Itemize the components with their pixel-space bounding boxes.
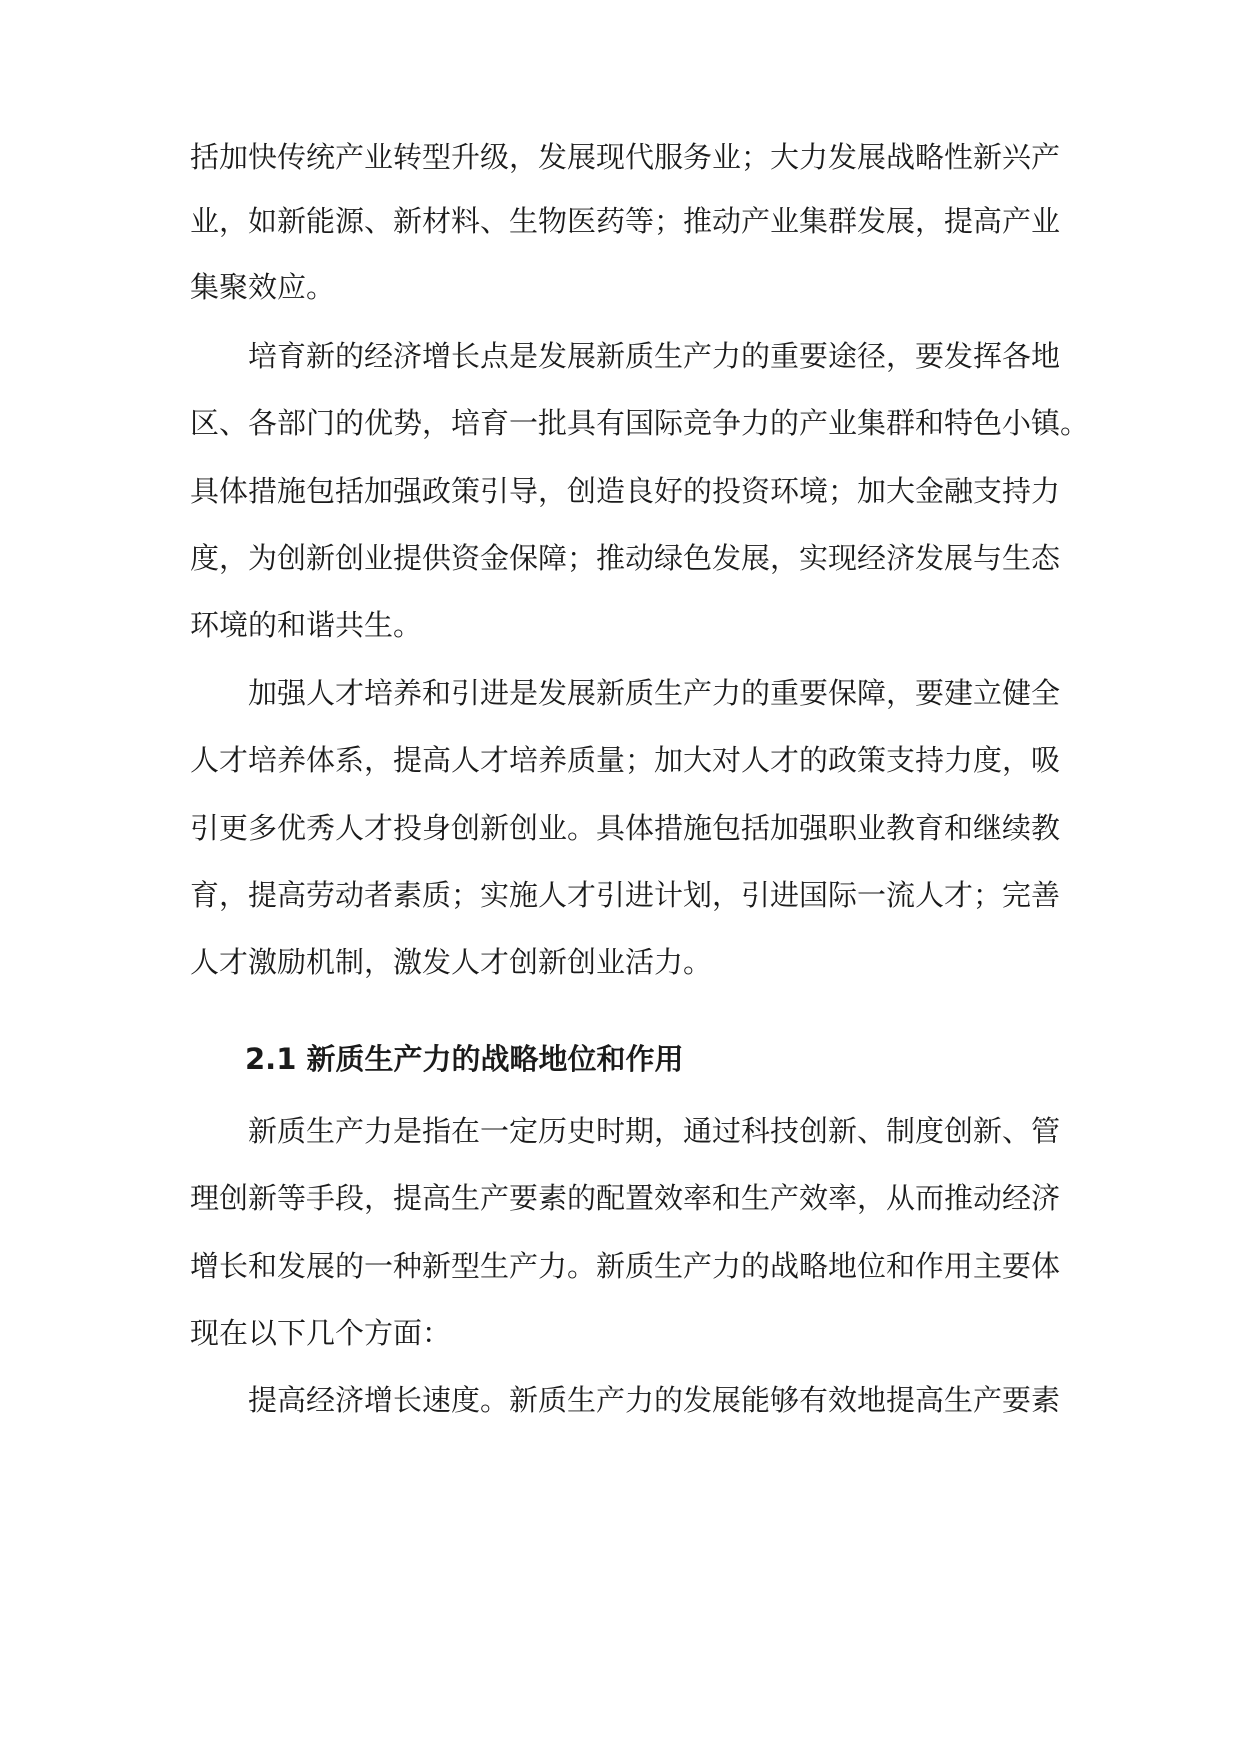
paragraph-2-line-4: 度，为创新创业提供资金保障；推动绿色发展，实现经济发展与生态 — [190, 541, 1061, 575]
paragraph-2-line-1: 培育新的经济增长点是发展新质生产力的重要途径，要发挥各地 — [248, 339, 1061, 373]
paragraph-2-line-2: 区、各部门的优势，培育一批具有国际竞争力的产业集群和特色小镇。 — [190, 406, 1090, 440]
paragraph-4-line-2: 理创新等手段，提高生产要素的配置效率和生产效率，从而推动经济 — [190, 1181, 1061, 1215]
paragraph-1-line-3: 集聚效应。 — [190, 270, 336, 304]
paragraph-4-line-1: 新质生产力是指在一定历史时期，通过科技创新、制度创新、管 — [248, 1114, 1061, 1148]
paragraph-4-line-4: 现在以下几个方面： — [190, 1316, 452, 1350]
paragraph-1-line-1: 括加快传统产业转型升级，发展现代服务业；大力发展战略性新兴产 — [190, 140, 1061, 174]
paragraph-3-line-1: 加强人才培养和引进是发展新质生产力的重要保障，要建立健全 — [248, 676, 1061, 710]
paragraph-3-line-4: 育，提高劳动者素质；实施人才引进计划，引进国际一流人才；完善 — [190, 878, 1061, 912]
section-heading: 2.1 新质生产力的战略地位和作用 — [245, 1042, 684, 1076]
paragraph-4-line-3: 增长和发展的一种新型生产力。新质生产力的战略地位和作用主要体 — [190, 1249, 1061, 1283]
paragraph-3-line-5: 人才激励机制，激发人才创新创业活力。 — [190, 945, 713, 979]
paragraph-3-line-2: 人才培养体系，提高人才培养质量；加大对人才的政策支持力度，吸 — [190, 743, 1061, 777]
paragraph-5-line-1: 提高经济增长速度。新质生产力的发展能够有效地提高生产要素 — [248, 1383, 1061, 1417]
paragraph-1-line-2: 业，如新能源、新材料、生物医药等；推动产业集群发展，提高产业 — [190, 204, 1061, 238]
paragraph-2-line-5: 环境的和谐共生。 — [190, 608, 423, 642]
paragraph-3-line-3: 引更多优秀人才投身创新创业。具体措施包括加强职业教育和继续教 — [190, 811, 1061, 845]
paragraph-2-line-3: 具体措施包括加强政策引导，创造良好的投资环境；加大金融支持力 — [190, 474, 1061, 508]
